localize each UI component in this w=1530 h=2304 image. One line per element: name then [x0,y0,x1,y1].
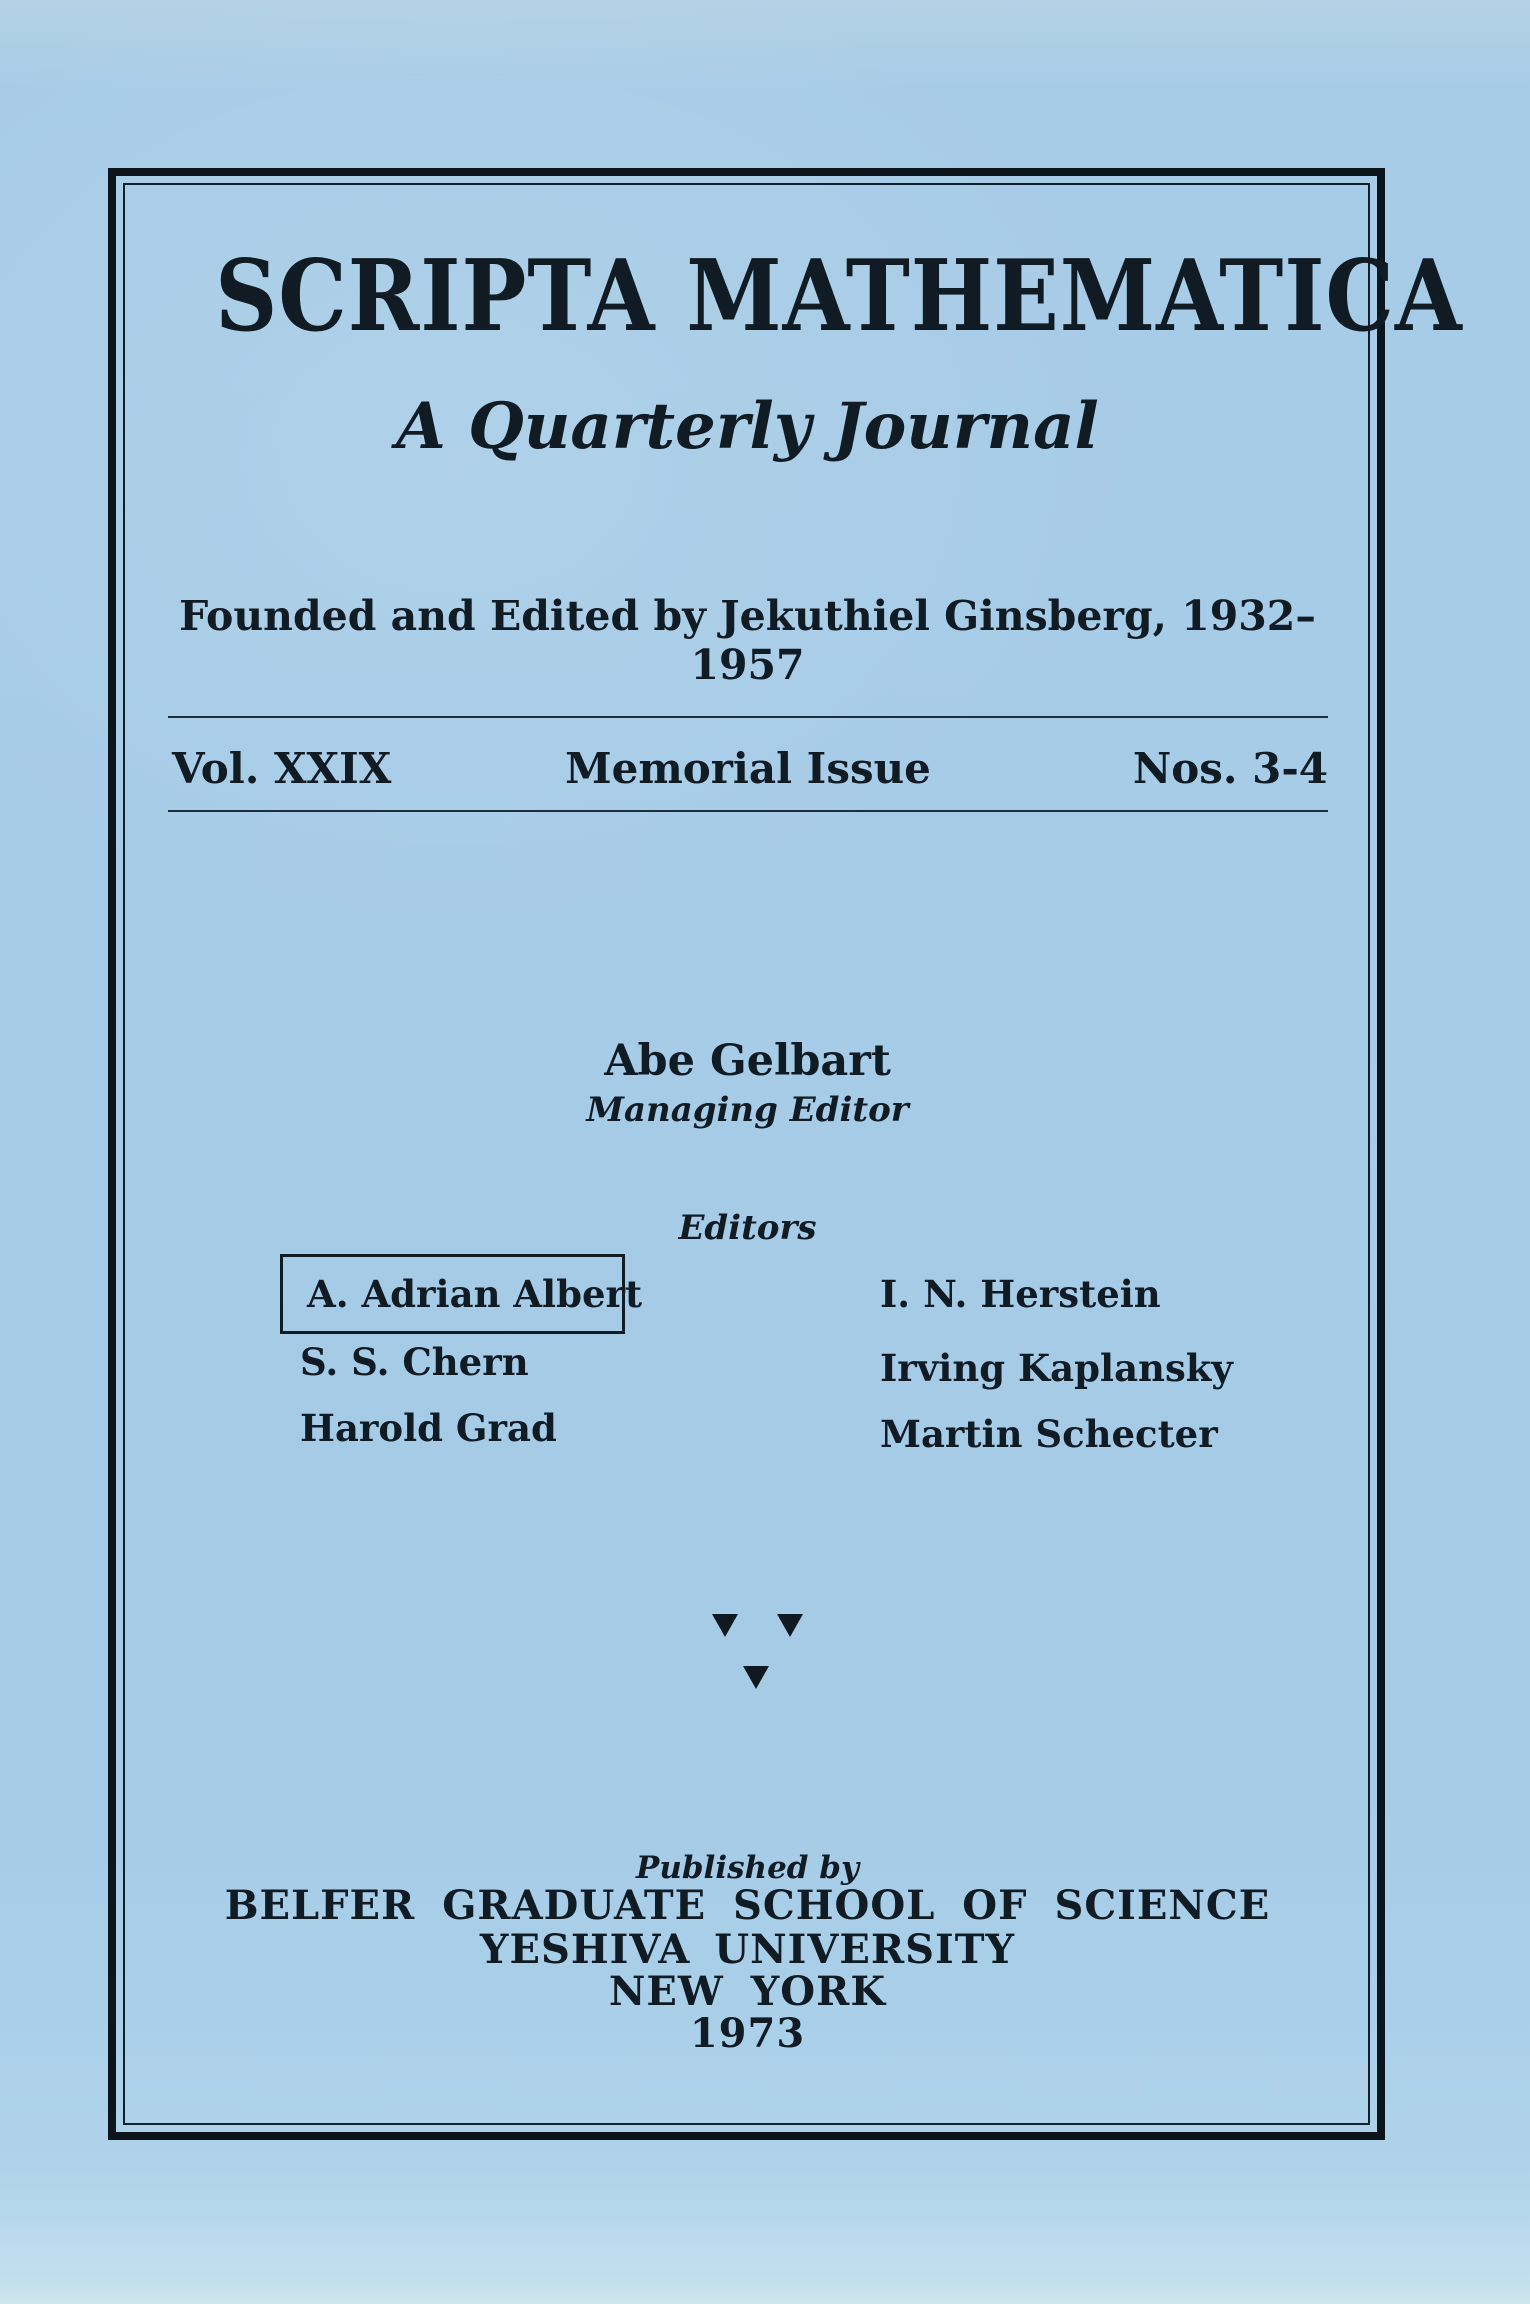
triangle-down-icon [777,1614,803,1637]
founder-line: Founded and Edited by Jekuthiel Ginsberg, 1932–1957 [179,592,1316,690]
managing-editor-role: Managing Editor [586,1090,909,1130]
publication-year: 1973 [689,2010,806,2057]
issue-title: Memorial Issue [565,744,931,793]
editor-name-kaplansky: Irving Kaplansky [880,1346,1233,1390]
journal-title: SCRIPTA MATHEMATICA [215,239,1463,354]
journal-subtitle: A Quarterly Journal [396,389,1099,464]
editor-name-schecter: Martin Schecter [880,1412,1218,1456]
memorial-box [280,1254,643,1334]
issue-info-row [168,740,1328,798]
published-by-label: Published by [636,1850,859,1886]
editor-name-herstein: I. N. Herstein [880,1272,1161,1316]
issue-numbers: Nos. 3-4 [1132,744,1328,793]
cover-border-frame-inner [123,183,1463,2125]
editor-name-chern: S. S. Chern [300,1340,529,1384]
institution-name: YESHIVA UNIVERSITY [479,1926,1016,1973]
publisher-name: BELFER GRADUATE SCHOOL OF SCIENCE [224,1882,1271,1929]
triangle-down-icon [712,1614,738,1637]
editor-name-grad: Harold Grad [300,1406,557,1450]
horizontal-rule-bottom [168,810,1328,812]
publisher-city: NEW YORK [608,1968,887,2015]
editor-name-albert: A. Adrian Albert [307,1271,643,1316]
horizontal-rule-top [168,716,1328,718]
triangle-down-icon [743,1666,769,1689]
volume-label: Vol. XXIX [172,744,392,793]
managing-editor-name: Abe Gelbart [604,1036,891,1086]
editors-heading: Editors [678,1208,817,1248]
